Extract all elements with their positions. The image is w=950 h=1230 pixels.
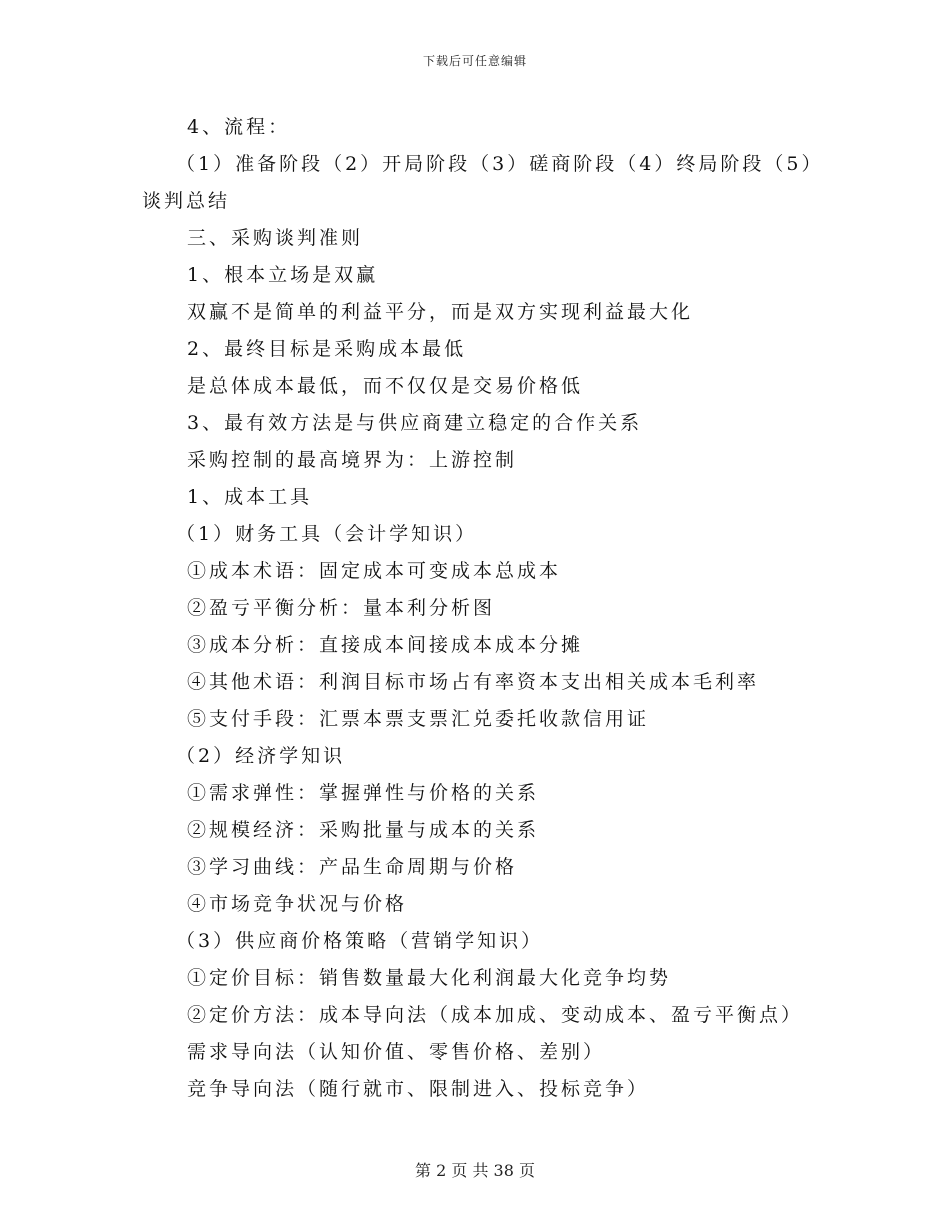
- text-line: （1）准备阶段（2）开局阶段（3）磋商阶段（4）终局阶段（5）: [176, 153, 824, 175]
- text-line: 是总体成本最低，而不仅仅是交易价格低: [187, 375, 584, 397]
- section-heading: 三、采购谈判准则: [187, 227, 364, 249]
- text-line: ③学习曲线：产品生命周期与价格: [187, 856, 518, 878]
- text-line: ①需求弹性：掌握弹性与价格的关系: [187, 782, 540, 804]
- text-line: （1）财务工具（会计学知识）: [176, 523, 478, 545]
- text-line: （3）供应商价格策略（营销学知识）: [176, 930, 544, 952]
- text-line: 谈判总结: [142, 190, 231, 212]
- text-line: 采购控制的最高境界为：上游控制: [187, 449, 518, 471]
- text-line: ②定价方法：成本导向法（成本加成、变动成本、盈亏平衡点）: [187, 1004, 804, 1026]
- text-line: ①定价目标：销售数量最大化利润最大化竞争均势: [187, 967, 672, 989]
- text-line: 1、根本立场是双赢: [187, 264, 379, 286]
- text-line: ①成本术语：固定成本可变成本总成本: [187, 560, 562, 582]
- page-footer: 第 2 页 共 38 页: [415, 1161, 535, 1180]
- text-line: 1、成本工具: [187, 486, 313, 508]
- text-line: ④其他术语：利润目标市场占有率资本支出相关成本毛利率: [187, 671, 760, 693]
- text-line: ②盈亏平衡分析：量本利分析图: [187, 597, 496, 619]
- text-line: （2）经济学知识: [176, 745, 346, 767]
- text-line: ②规模经济：采购批量与成本的关系: [187, 819, 540, 841]
- text-line: 3、最有效方法是与供应商建立稳定的合作关系: [187, 412, 643, 434]
- page-header: 下载后可任意编辑: [422, 54, 527, 68]
- text-line: ④市场竞争状况与价格: [187, 893, 408, 915]
- text-line: ③成本分析：直接成本间接成本成本分摊: [187, 634, 584, 656]
- text-line: 2、最终目标是采购成本最低: [187, 338, 467, 360]
- text-line: 竞争导向法（随行就市、限制进入、投标竞争）: [187, 1078, 650, 1100]
- text-line: 双赢不是简单的利益平分，而是双方实现利益最大化: [187, 301, 694, 323]
- text-line: 4、流程：: [187, 116, 291, 138]
- text-line: 需求导向法（认知价值、零售价格、差别）: [187, 1041, 606, 1063]
- text-line: ⑤支付手段：汇票本票支票汇兑委托收款信用证: [187, 708, 650, 730]
